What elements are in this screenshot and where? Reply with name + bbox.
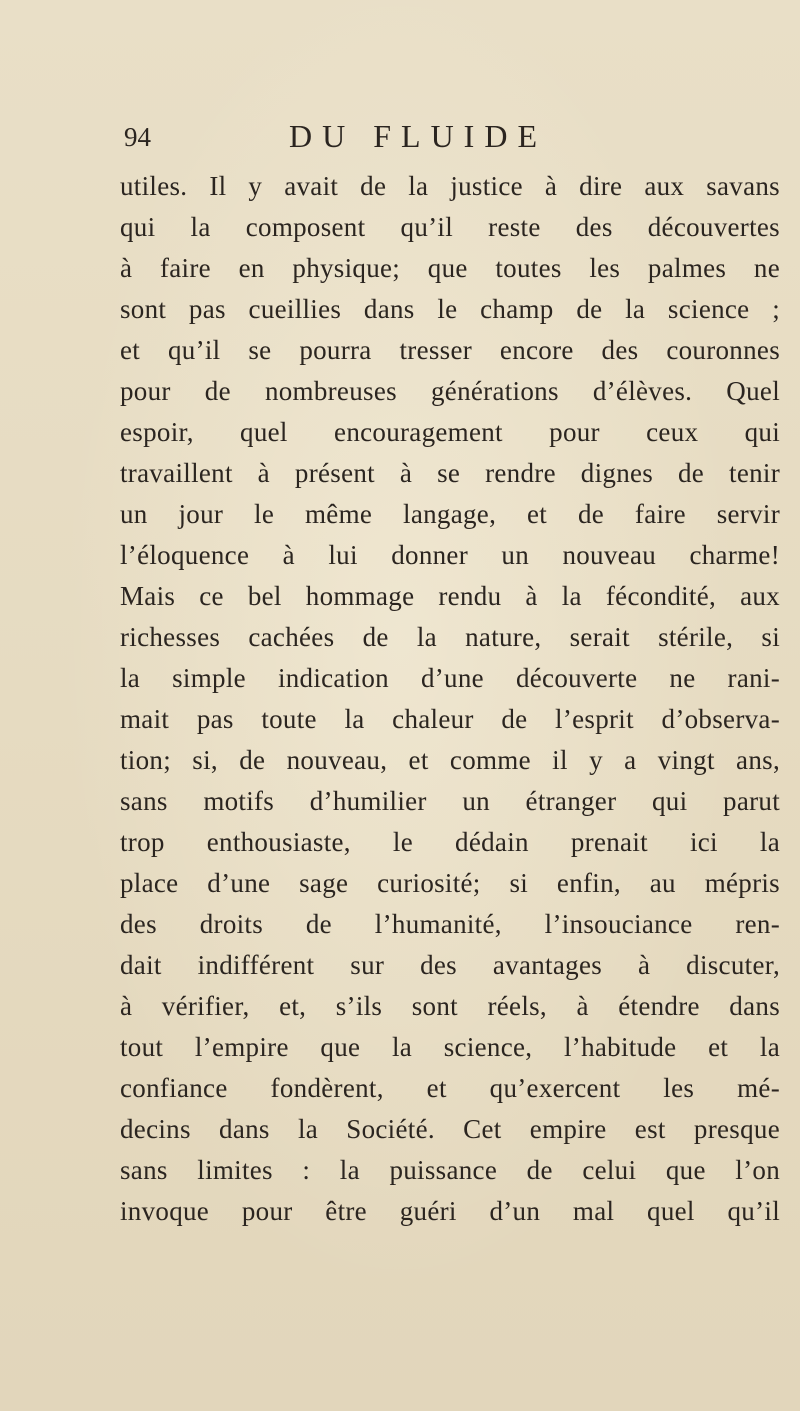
body-text [120,166,780,1232]
text-line: confiance fondèrent, et qu’exercent les mé- [120,1073,780,1103]
text-line: un jour le même langage, et de faire servir [120,499,780,529]
page-number: 94 [124,122,151,152]
running-title: DU FLUIDE [289,118,547,154]
text-line: dait indifférent sur des avantages à discuter, [120,950,780,980]
text-line: travaillent à présent à se rendre dignes de tenir [120,458,780,488]
text-line: sans motifs d’humilier un étranger qui parut [120,786,780,816]
text-line: Mais ce bel hommage rendu à la fécondité, aux [120,581,780,611]
text-line: invoque pour être guéri d’un mal quel qu’il [120,1196,780,1226]
text-line: decins dans la Société. Cet empire est presque [120,1114,780,1144]
text-line: à faire en physique; que toutes les palmes ne [120,253,780,283]
text-line: place d’une sage curiosité; si enfin, au mépris [120,868,780,898]
text-line: des droits de l’humanité, l’insouciance ren- [120,909,780,939]
text-line: tout l’empire que la science, l’habitude et la [120,1032,780,1062]
text-line: qui la composent qu’il reste des découvertes [120,212,780,242]
running-head [124,118,684,162]
text-line: tion; si, de nouveau, et comme il y a vingt ans, [120,745,780,775]
text-line: trop enthousiaste, le dédain prenait ici la [120,827,780,857]
text-line: sont pas cueillies dans le champ de la science ; [120,294,780,324]
text-line: richesses cachées de la nature, serait stérile, si [120,622,780,652]
text-line: mait pas toute la chaleur de l’esprit d’observa- [120,704,780,734]
text-line: utiles. Il y avait de la justice à dire aux savans [120,171,780,201]
text-line: la simple indication d’une découverte ne rani- [120,663,780,693]
text-line: pour de nombreuses générations d’élèves. Quel [120,376,780,406]
text-line: l’éloquence à lui donner un nouveau charme! [120,540,780,570]
text-line: sans limites : la puissance de celui que l’on [120,1155,780,1185]
text-line: et qu’il se pourra tresser encore des couronnes [120,335,780,365]
text-line: à vérifier, et, s’ils sont réels, à étendre dans [120,991,780,1021]
text-line: espoir, quel encouragement pour ceux qui [120,417,780,447]
